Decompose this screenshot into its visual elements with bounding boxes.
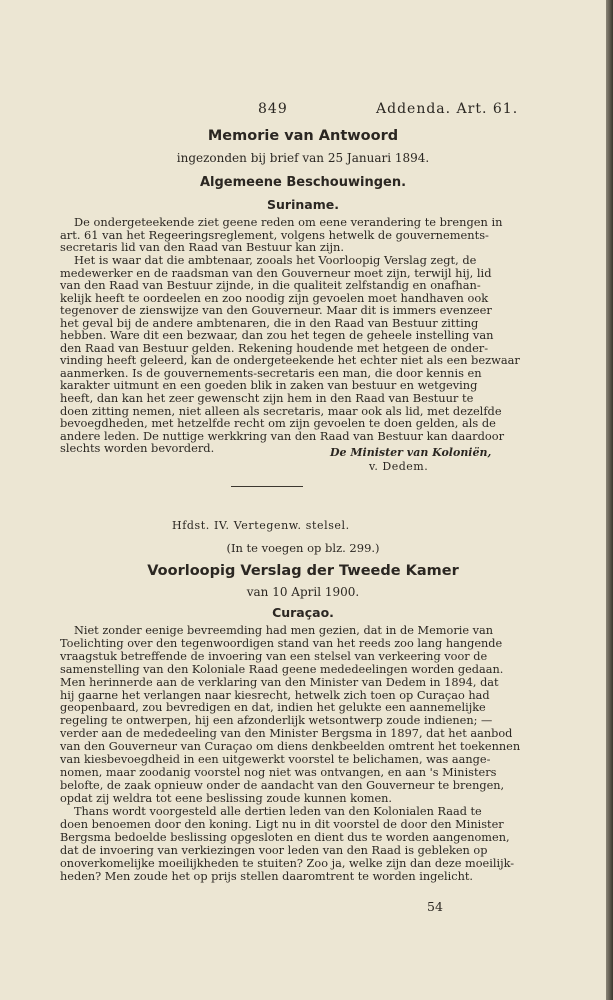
memorie-title: Memorie van Antwoord: [207, 128, 399, 144]
text-line: het geval bij de andere ambtenaren, die in den Raad van Bestuur zitting: [60, 315, 479, 330]
text-line: karakter uitmunt en een goeden blik in zaken van bestuur en wetgeving: [60, 378, 478, 393]
text-line: andere leden. De nuttige werkkring van den Raad van Bestuur kan daardoor: [60, 428, 505, 443]
text-line: samenstelling van den Koloniale Raad geene mededeelingen worden gedaan.: [60, 662, 504, 676]
text-line: heden? Men zoude het op prijs stellen daaromtrent te worden ingelicht.: [60, 869, 473, 883]
page-number-footer: 54: [427, 899, 443, 914]
text-line: aanmerken. Is de gouvernements-secretaris een man, die door kennis en: [60, 365, 482, 380]
text-line: Bergsma bedoelde beslissing opgesloten en dient dus te worden aangenomen,: [60, 830, 510, 844]
verslag-subtitle: van 10 April 1900.: [246, 585, 360, 599]
text-line: slechts worden bevorderd.: [60, 441, 215, 456]
text-line: bevoegdheden, met hetzelfde recht om zijn gevoelen te doen gelden, als de: [60, 416, 496, 431]
memorie-paragraph-2: [60, 253, 520, 456]
verslag-paragraph-1: [60, 624, 521, 806]
text-line: Thans wordt voorgesteld alle dertien leden van den Kolonialen Raad te: [74, 805, 482, 818]
text-line: Toelichting over den tegenwoordigen stand van het reeds zoo lang hangende: [60, 636, 503, 650]
memorie-paragraph-1: [60, 215, 503, 255]
region-heading-curacao: Curaçao.: [272, 605, 334, 620]
text-line: regeling te ontwerpen, hij een afzonderlijk wetsontwerp zoude indienen; —: [60, 714, 493, 728]
text-line: Men herinnerde aan de verklaring van den Minister van Dedem in 1894, dat: [60, 675, 499, 689]
text-line: van den Raad van Bestuur zijnde, in die qualiteit zelfstandig en onafhan-: [60, 278, 481, 293]
text-line: nomen, maar zoodanig voorstel nog niet was ontvangen, en aan 's Ministers: [60, 765, 497, 779]
text-line: art. 61 van het Regeeringsreglement, volgens hetwelk de gouvernements-: [60, 227, 489, 242]
insert-note: (In te voegen op blz. 299.): [226, 541, 380, 555]
text-line: Het is waar dat die ambtenaar, zooals het Voorloopig Verslag zegt, de: [74, 253, 477, 267]
page-edge-shadow: [606, 0, 613, 1000]
text-line: doen zitting nemen, niet alleen als secretaris, maar ook als lid, met dezelfde: [60, 403, 502, 418]
memorie-subtitle: ingezonden bij brief van 25 Januari 1894.: [176, 151, 430, 165]
text-line: van den Gouverneur van Curaçao om diens denkbeelden omtrent het toekennen: [60, 740, 521, 754]
text-line: vinding heeft geleerd, kan de ondergeteekende het echter niet als een bezwaar: [60, 353, 520, 368]
text-line: hij gaarne het verlangen naar kiesrecht, hetwelk zich toen op Curaçao had: [60, 688, 490, 702]
text-line: van kiesbevoegdheid in een uitgewerkt voorstel te belichamen, was aange-: [60, 753, 491, 767]
signature-name: v. Dedem.: [369, 460, 429, 473]
region-heading-suriname: Suriname.: [267, 197, 339, 212]
text-line: onoverkomelijke moeilijkheden te stuiten? Zoo ja, welke zijn dan deze moeilijk-: [60, 856, 515, 870]
text-line: verder aan de mededeeling van den Minister Bergsma in 1897, dat het aanbod: [60, 727, 513, 741]
page-number-header: 849: [258, 101, 288, 117]
text-line: vraagstuk betreffende de invoering van een stelsel van verkeering voor de: [60, 649, 488, 663]
text-line: belofte, de zaak opnieuw onder de aandacht van den Gouverneur te brengen,: [60, 778, 505, 792]
verslag-title: Voorloopig Verslag der Tweede Kamer: [147, 563, 459, 579]
text-line: geopenbaard, zou bevredigen en dat, indien het gelukte een aannemelijke: [60, 701, 486, 715]
section-divider: [231, 486, 303, 487]
text-line: tegenover de zienswijze van den Gouverneur. Maar dit is immers evenzeer: [60, 303, 492, 318]
text-line: heeft, dan kan het zeer gewenscht zijn hem in den Raad van Bestuur te: [60, 391, 474, 406]
chapter-reference: Hfdst. IV. Vertegenw. stelsel.: [172, 519, 350, 532]
general-heading: Algemeene Beschouwingen.: [199, 175, 407, 190]
text-line: doen benoemen door den koning. Ligt nu in dit voorstel de door den Minister: [60, 817, 504, 831]
text-line: kelijk heeft te oordeelen en zoo noodig zijn gevoelen moet handhaven ook: [60, 290, 489, 305]
verslag-paragraph-2: [60, 805, 515, 883]
text-line: Niet zonder eenige bevreemding had men gezien, dat in de Memorie van: [74, 624, 493, 637]
text-line: De ondergeteekende ziet geene reden om eene verandering te brengen in: [74, 215, 503, 229]
text-line: dat de invoering van verkiezingen voor leden van den Raad is gebleken op: [60, 843, 488, 857]
signature-title: De Minister van Koloniën,: [330, 446, 492, 459]
text-line: secretaris lid van den Raad van Bestuur kan zijn.: [60, 240, 345, 255]
text-line: den Raad van Bestuur gelden. Rekening houdende met hetgeen de onder-: [60, 340, 489, 355]
text-line: opdat zij weldra tot eene beslissing zoude kunnen komen.: [60, 791, 393, 805]
running-header: Addenda. Art. 61.: [376, 101, 519, 117]
text-line: medewerker en de raadsman van den Gouverneur moet zijn, terwijl hij, lid: [60, 265, 492, 280]
text-line: hebben. Ware dit een bezwaar, dan zou het tegen de geheele instelling van: [60, 328, 494, 343]
